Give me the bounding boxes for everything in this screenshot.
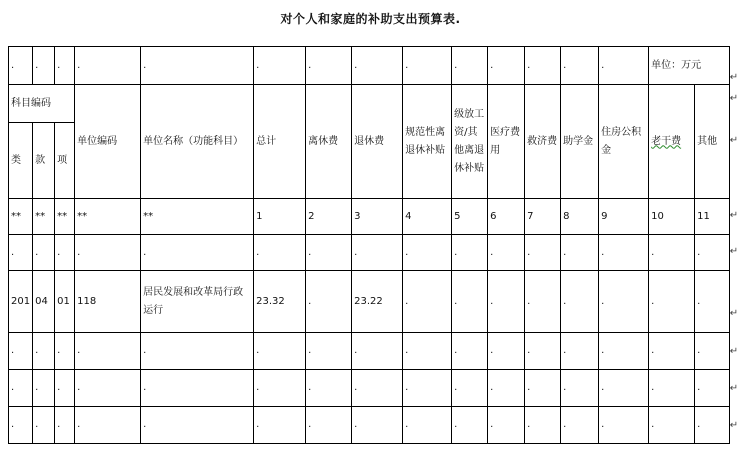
- cell: .: [403, 407, 452, 444]
- row-end-mark: ↵: [729, 383, 739, 394]
- code-cell: 5: [452, 199, 488, 235]
- cell: .: [525, 370, 561, 407]
- cell: .: [599, 370, 649, 407]
- header-jibie: 级放工资/其他离退休补贴: [452, 85, 488, 199]
- table-row: [9, 407, 730, 444]
- cell: .: [403, 370, 452, 407]
- cell: .: [55, 333, 75, 370]
- header-guifan: 规范性离退休补贴: [403, 85, 452, 199]
- cell: .: [599, 333, 649, 370]
- header-tuixiu: 退休费: [352, 85, 403, 199]
- cell: .: [403, 47, 452, 85]
- header-unit-name: 单位名称（功能科目）: [141, 85, 254, 199]
- cell: .: [525, 47, 561, 85]
- header-qita: 其他: [695, 85, 730, 199]
- header-row-1: [9, 85, 730, 123]
- row-end-mark: ↵: [729, 308, 739, 319]
- page-title: [0, 10, 741, 27]
- cell: .: [525, 333, 561, 370]
- cell: .: [488, 235, 525, 271]
- cell: .: [452, 407, 488, 444]
- cell: .: [141, 407, 254, 444]
- cell: .: [75, 47, 141, 85]
- cell: .: [254, 333, 306, 370]
- cell: .: [33, 47, 55, 85]
- cell: .: [525, 235, 561, 271]
- cell: .: [75, 235, 141, 271]
- cell: .: [352, 47, 403, 85]
- cell: .: [9, 407, 33, 444]
- cell: .: [33, 407, 55, 444]
- cell: .: [75, 370, 141, 407]
- cell: .: [452, 333, 488, 370]
- cell: .: [306, 370, 352, 407]
- cell: .: [525, 271, 561, 333]
- row-end-mark: ↵: [729, 93, 739, 104]
- cell: .: [695, 407, 730, 444]
- cell: .: [254, 407, 306, 444]
- header-laogan: 老干费: [649, 85, 695, 199]
- code-cell: **: [33, 199, 55, 235]
- cell: .: [9, 235, 33, 271]
- cell: .: [141, 47, 254, 85]
- cell: .: [55, 47, 75, 85]
- cell: .: [9, 370, 33, 407]
- data-lei: 201: [9, 271, 33, 333]
- cell: .: [352, 333, 403, 370]
- code-row: [9, 199, 730, 235]
- cell: .: [695, 333, 730, 370]
- cell: .: [599, 235, 649, 271]
- cell: .: [561, 370, 599, 407]
- header-total: 总计: [254, 85, 306, 199]
- cell: .: [306, 235, 352, 271]
- data-total: 23.32: [254, 271, 306, 333]
- cell: .: [254, 235, 306, 271]
- cell: .: [306, 271, 352, 333]
- cell: .: [306, 333, 352, 370]
- cell: .: [649, 407, 695, 444]
- unit-label: 单位：万元: [649, 47, 730, 85]
- cell: .: [561, 407, 599, 444]
- cell: .: [254, 47, 306, 85]
- header-lixiu: 离休费: [306, 85, 352, 199]
- code-cell: 9: [599, 199, 649, 235]
- cell: .: [649, 370, 695, 407]
- data-kuan: 04: [33, 271, 55, 333]
- cell: .: [403, 235, 452, 271]
- cell: .: [649, 333, 695, 370]
- cell: .: [561, 235, 599, 271]
- cell: .: [403, 271, 452, 333]
- cell: .: [55, 407, 75, 444]
- cell: .: [488, 333, 525, 370]
- code-cell: 7: [525, 199, 561, 235]
- cell: .: [306, 47, 352, 85]
- row-end-mark: ↵: [729, 246, 739, 257]
- header-subject-code: 科目编码: [9, 85, 75, 123]
- row-end-mark: ↵: [729, 346, 739, 357]
- data-xiang: 01: [55, 271, 75, 333]
- cell: .: [649, 235, 695, 271]
- cell: .: [9, 333, 33, 370]
- header-lei: 类: [9, 123, 33, 199]
- code-cell: 1: [254, 199, 306, 235]
- cell: .: [33, 333, 55, 370]
- cell: .: [55, 370, 75, 407]
- cell: .: [55, 235, 75, 271]
- table-row-top: [9, 47, 730, 85]
- header-unit-code: 单位编码: [75, 85, 141, 199]
- cell: .: [695, 271, 730, 333]
- cell: .: [599, 271, 649, 333]
- budget-table: [8, 46, 730, 444]
- cell: .: [9, 47, 33, 85]
- header-kuan: 款: [33, 123, 55, 199]
- cell: .: [33, 235, 55, 271]
- header-jiuji: 救济费: [525, 85, 561, 199]
- cell: .: [75, 333, 141, 370]
- code-cell: 10: [649, 199, 695, 235]
- data-unit-name: 居民发展和改革局行政运行: [141, 271, 254, 333]
- code-cell: **: [141, 199, 254, 235]
- data-tuixiu: 23.22: [352, 271, 403, 333]
- title-mark: .: [455, 12, 461, 26]
- cell: .: [488, 407, 525, 444]
- cell: .: [352, 235, 403, 271]
- row-end-mark: ↵: [729, 210, 739, 221]
- cell: .: [452, 370, 488, 407]
- code-cell: **: [55, 199, 75, 235]
- cell: .: [488, 47, 525, 85]
- title-text: 对个人和家庭的补助支出预算表: [280, 12, 456, 26]
- cell: .: [695, 235, 730, 271]
- row-end-mark: ↵: [729, 420, 739, 431]
- cell: .: [306, 407, 352, 444]
- cell: .: [141, 333, 254, 370]
- table-row: [9, 333, 730, 370]
- code-cell: 3: [352, 199, 403, 235]
- cell: .: [561, 333, 599, 370]
- code-cell: 8: [561, 199, 599, 235]
- code-cell: **: [9, 199, 33, 235]
- cell: .: [561, 271, 599, 333]
- cell: .: [141, 235, 254, 271]
- cell: .: [352, 370, 403, 407]
- cell: .: [141, 370, 254, 407]
- code-cell: **: [75, 199, 141, 235]
- cell: .: [452, 47, 488, 85]
- cell: .: [33, 370, 55, 407]
- data-row: [9, 271, 730, 333]
- cell: .: [599, 407, 649, 444]
- code-cell: 2: [306, 199, 352, 235]
- row-end-mark: ↵: [729, 72, 739, 83]
- cell: .: [254, 370, 306, 407]
- cell: .: [649, 271, 695, 333]
- cell: .: [75, 407, 141, 444]
- cell: .: [488, 370, 525, 407]
- row-end-mark: ↵: [729, 135, 739, 146]
- data-unit-code: 118: [75, 271, 141, 333]
- cell: .: [599, 47, 649, 85]
- cell: .: [561, 47, 599, 85]
- cell: .: [525, 407, 561, 444]
- header-zhufang: 住房公积金: [599, 85, 649, 199]
- cell: .: [403, 333, 452, 370]
- cell: .: [452, 235, 488, 271]
- code-cell: 6: [488, 199, 525, 235]
- code-cell: 4: [403, 199, 452, 235]
- cell: .: [695, 370, 730, 407]
- code-cell: 11: [695, 199, 730, 235]
- header-zhuxue: 助学金: [561, 85, 599, 199]
- cell: .: [352, 407, 403, 444]
- table-row: [9, 370, 730, 407]
- cell: .: [488, 271, 525, 333]
- header-xiang: 项: [55, 123, 75, 199]
- header-yiliao: 医疗费用: [488, 85, 525, 199]
- cell: .: [452, 271, 488, 333]
- table-row: [9, 235, 730, 271]
